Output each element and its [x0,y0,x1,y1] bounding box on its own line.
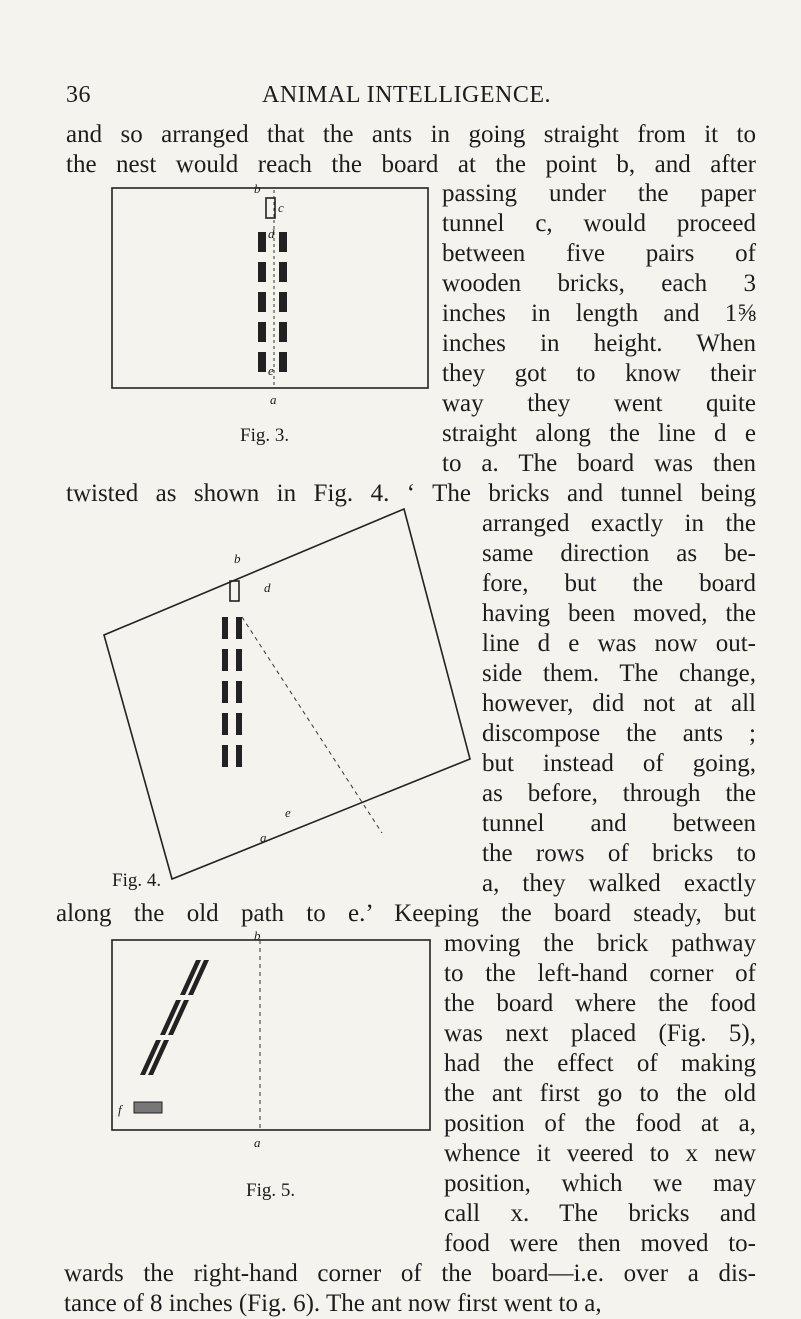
text-line: a, they walked exactly [482,870,756,897]
fig4-label-a: a [260,830,267,845]
text-line: tunnel c, would proceed [442,210,756,237]
figure-4 [100,505,475,885]
text-line: between five pairs of [442,240,756,267]
text-line: position of the food at a, [444,1110,756,1137]
text-line: they got to know their [442,360,756,387]
text-line: wooden bricks, each 3 [442,270,756,297]
text-line: had the effect of making [444,1050,756,1077]
fig4-caption: Fig. 4. [112,870,162,891]
text-line: way they went quite [442,390,756,417]
text-line: however, did not at all [482,690,756,717]
text-line: the board where the food [444,990,756,1017]
figure-3 [112,180,432,450]
text-line: food were then moved to- [444,1230,756,1257]
text-line: call x. The bricks and [444,1200,756,1227]
text-line: but instead of going, [482,750,756,777]
text-line: having been moved, the [482,600,756,627]
text-line: same direction as be- [482,540,756,567]
text-line: passing under the paper [442,180,756,207]
text-line: discompose the ants ; [482,720,756,747]
fig5-caption: Fig. 5. [246,1180,296,1201]
text-line: wards the right-hand corner of the board—i.e. over a dis- [64,1260,756,1287]
fig4-label-b: b [234,551,241,566]
fig5-label-b: b [254,928,261,943]
fig4-label-e: e [285,805,291,820]
fig5-label-f: f [118,1102,122,1117]
text-line: arranged exactly in the [482,510,756,537]
text-line: twisted as shown in Fig. 4. ‘ The bricks and tunnel being [66,480,756,507]
page-number: 36 [66,82,91,108]
text-line: the nest would reach the board at the point b, and after [66,151,756,178]
text-line: straight along the line d e [442,420,756,447]
fig4-label-d: d [264,580,271,595]
text-line: along the old path to e.’ Keeping the board steady, but [56,900,756,927]
fig3-label-b: b [254,181,261,196]
text-line: whence it veered to x new [444,1140,756,1167]
figure-5 [112,925,442,1140]
text-line: the ant first go to the old [444,1080,756,1107]
fig5-label-a: a [254,1135,261,1150]
fig3-label-a: a [270,392,277,407]
text-line: to a. The board was then [442,450,756,477]
text-line: as before, through the [482,780,756,807]
text-line: tance of 8 inches (Fig. 6). The ant now first went to a, [64,1290,602,1317]
text-line: fore, but the board [482,570,756,597]
text-line: to the left-hand corner of [444,960,756,987]
fig3-label-e: e [268,363,274,378]
fig3-caption: Fig. 3. [240,425,290,446]
fig3-label-c: c [278,200,284,215]
text-line: and so arranged that the ants in going straight from it to [66,121,756,148]
text-line: tunnel and between [482,810,756,837]
text-line: side them. The change, [482,660,756,687]
text-line: the rows of bricks to [482,840,756,867]
text-line: was next placed (Fig. 5), [444,1020,756,1047]
text-line: moving the brick pathway [444,930,756,957]
text-line: inches in height. When [442,330,756,357]
text-line: inches in length and 1⅝ [442,300,756,327]
running-title: ANIMAL INTELLIGENCE. [262,82,552,108]
fig3-label-d: d [268,226,275,241]
text-line: line d e was now out- [482,630,756,657]
text-line: position, which we may [444,1170,756,1197]
